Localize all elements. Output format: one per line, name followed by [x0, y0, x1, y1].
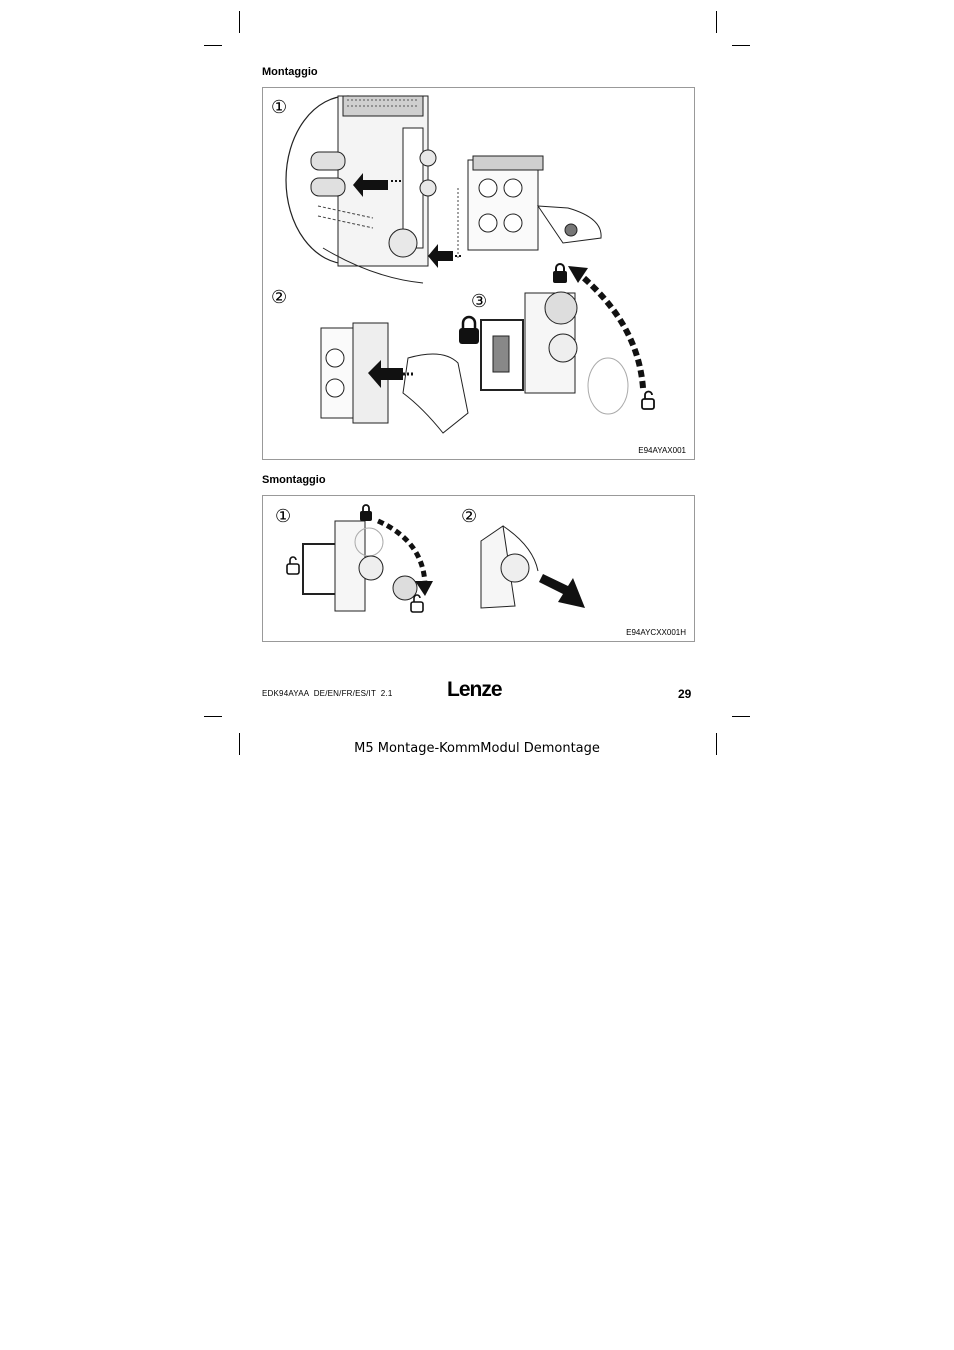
disassembly-heading: Smontaggio: [262, 474, 326, 486]
crop-mark: [732, 716, 750, 717]
assembly-figure: [262, 87, 695, 460]
page-number: 29: [678, 687, 692, 701]
crop-mark: [716, 11, 717, 33]
crop-mark: [204, 45, 222, 46]
figure-code: E94AYCXX001H: [626, 628, 686, 637]
crop-mark: [732, 45, 750, 46]
lock-closed-icon: [553, 264, 567, 283]
page-caption: M5 Montage-KommModul Demontage: [354, 741, 600, 756]
step-3-label: ③: [471, 291, 488, 312]
step-1-label: ①: [271, 97, 288, 118]
lock-open-icon: [642, 392, 654, 410]
step-1-label: ①: [275, 506, 292, 527]
lock-closed-icon: [459, 317, 479, 344]
assembly-heading: Montaggio: [262, 66, 318, 78]
lock-open-icon: [287, 557, 299, 574]
crop-mark: [204, 716, 222, 717]
step-2-label: ②: [271, 287, 288, 308]
disassembly-illustration: [263, 496, 694, 641]
step-2-label: ②: [461, 506, 478, 527]
lock-closed-icon: [360, 505, 372, 521]
disassembly-figure: [262, 495, 695, 642]
figure-code: E94AYAX001: [638, 446, 686, 455]
document-reference: EDK94AYAA DE/EN/FR/ES/IT 2.1: [262, 689, 393, 698]
assembly-illustration: [263, 88, 694, 459]
brand-logo: Lenze: [447, 678, 502, 701]
crop-mark: [239, 11, 240, 33]
